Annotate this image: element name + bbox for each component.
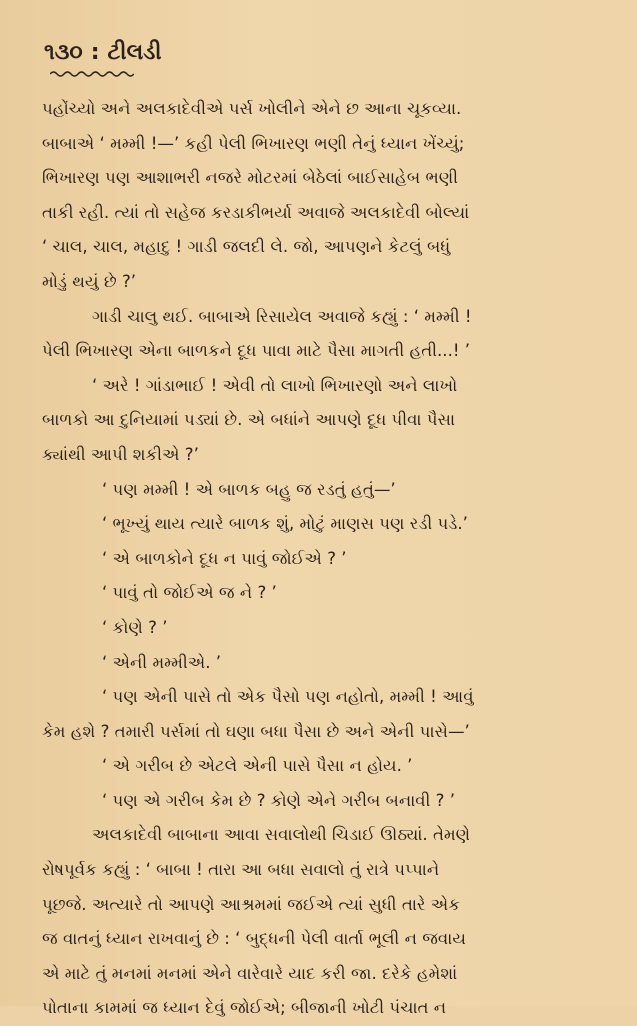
chapter-title: ટીલડી <box>107 40 162 65</box>
text-line: ‘ પાવું તો જોઈએ જ ને ? ’ <box>102 583 277 603</box>
text-line: પોતાના કામમાં જ ધ્યાન દેવું જોઈએ; બીજાની ખોટી પંચાત ન <box>42 998 447 1018</box>
text-line: ‘ અરે ! ગાંડાભાઈ ! એવી તો લાખો ભિખારણો અને લાખો <box>92 375 458 395</box>
text-line: ‘ પણ એ ગરીબ કેમ છે ? કોણે એને ગરીબ બનાવી ? ’ <box>102 790 456 810</box>
decorative-squiggle <box>50 70 134 78</box>
text-line: બાળકો આ દુનિયામાં પડ્યાં છે. એ બધાંને આપણે દૂધ પીવા પૈસા <box>42 410 456 430</box>
text-line: રોષપૂર્વક કહ્યું : ‘ બાબા ! તારા આ બધા સવાલો તું રાત્રે પપ્પાને <box>42 860 440 880</box>
text-line: ‘ ચાલ, ચાલ, મહાદુ ! ગાડી જલદી લે. જો, આપણને કેટલું બધું <box>42 237 451 257</box>
text-line: ‘ પણ મમ્મી ! એ બાળક બહુ જ રડતું હતું—’ <box>102 479 396 499</box>
text-line: ભિખારણ પણ આશાભરી નજરે મોટરમાં બેઠેલાં બાઈસાહેબ ભણી <box>42 168 458 188</box>
text-line: બાબાએ ‘ મમ્મી !—’ કહી પેલી ભિખારણ ભણી તેનું ધ્યાન ખેંચ્યું; <box>42 133 465 153</box>
text-line: ‘ પણ એની પાસે તો એક પૈસો પણ નહોતો, મમ્મી ! આવું <box>102 687 474 707</box>
text-line: જ વાતનું ધ્યાન રાખવાનું છે : ‘ બુદ્ધની પેલી વાર્તા ભૂલી ન જવાય <box>42 929 466 949</box>
text-line: ‘ કોણે ? ’ <box>102 617 168 637</box>
text-line: કેમ હશે ? તમારી પર્સમાં તો ઘણા બધા પૈસા છે અને એની પાસે—’ <box>42 721 470 741</box>
body-text <box>42 92 599 1026</box>
text-line: ‘ એ ગરીબ છે એટલે એની પાસે પૈસા ન હોય. ’ <box>102 756 413 776</box>
text-line: ક્યાંથી આપી શકીએ ?’ <box>42 444 199 464</box>
text-line: અલકાદેવી બાબાના આવા સવાલોથી ચિડાઈ ઊઠ્યાં. તેમણે <box>92 825 471 845</box>
page-number: ૧૩૦ <box>44 40 83 65</box>
text-line: તાકી રહી. ત્યાં તો સહેજ કરડાકીભર્યા અવાજે અલકાદેવી બોલ્યાં <box>42 202 470 222</box>
text-line: ‘ એ બાળકોને દૂધ ન પાવું જોઈએ ? ’ <box>102 548 347 568</box>
text-line: મોડું થયું છે ?’ <box>42 271 137 291</box>
text-line: ગાડી ચાલુ થઈ. બાબાએ રિસાયેલ અવાજે કહ્યું : ‘ મમ્મી ! <box>92 306 472 326</box>
text-line: પેલી ભિખારણ એના બાળકને દૂધ પાવા માટે પૈસા માગતી હતી...! ’ <box>42 341 471 361</box>
text-line: ‘ ભૂખ્યું થાય ત્યારે બાળક શું, મોટું માણસ પણ રડી પડે.’ <box>102 514 468 534</box>
header-separator: : <box>90 40 100 65</box>
text-line: પહોંચ્યો અને અલકાદેવીએ પર્સ ખોલીને એને છ આના ચૂકવ્યા. <box>42 99 462 118</box>
text-line: ‘ એની મમ્મીએ. ’ <box>102 652 222 672</box>
page-header <box>44 40 599 70</box>
text-line: એ માટે તું મનમાં મનમાં એને વારેવારે યાદ કરી જા. દરેકે હમેશાં <box>42 963 458 983</box>
text-line: પૂછજે. અત્યારે તો આપણે આશ્રમમાં જઈએ ત્યાં સુધી તારે એક <box>42 894 460 914</box>
